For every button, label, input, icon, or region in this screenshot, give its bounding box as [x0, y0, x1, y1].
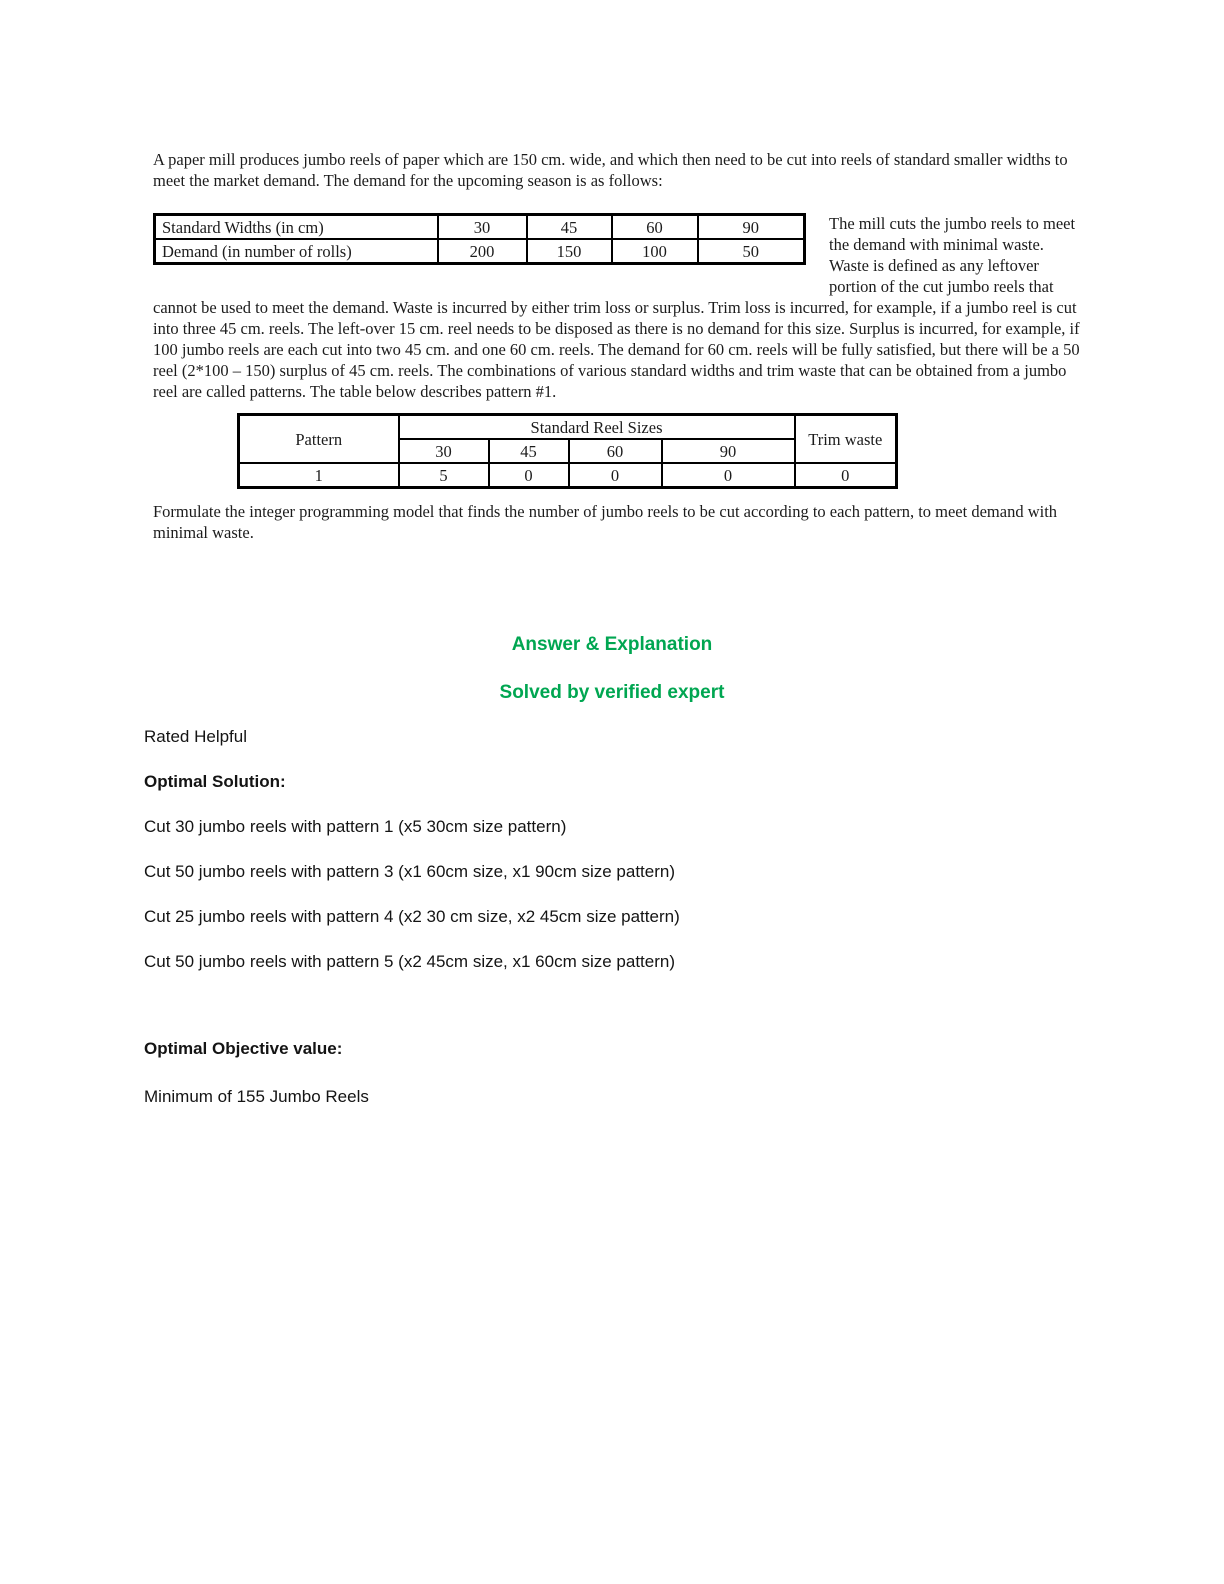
problem-task: Formulate the integer programming model that finds the number of jumbo reels to be cut according to each pattern, to meet demand with minimal waste.	[153, 502, 1058, 542]
pattern-number-cell: 1	[239, 463, 399, 488]
trim-waste-col-header: Trim waste	[795, 415, 897, 464]
solution-line-3: Cut 25 jumbo reels with pattern 4 (x2 30 cm size, x2 45cm size pattern)	[144, 907, 680, 926]
pattern-size-cell: 5	[399, 463, 489, 488]
rated-helpful-label: Rated Helpful	[144, 727, 248, 746]
pattern-table-header-row	[239, 415, 897, 440]
pattern-size-cell: 0	[569, 463, 662, 488]
demand-width-cell: 60	[612, 215, 698, 240]
answer-explanation-heading: Answer & Explanation	[511, 634, 713, 655]
pattern-size-cell: 0	[662, 463, 795, 488]
problem-body-text: The mill cuts the jumbo reels to meet the demand with minimal waste. Waste is defined as any leftover portion of the cut jumbo reels that cannot be used to meet the demand. Waste is incurred by either trim loss or surplus. Trim loss is incurred, for example, if a jumbo reel is cut into three 45 cm. reels. The left-over 15 cm. reel needs to be disposed as there is no demand for this size. Surplus is incurred, for example, if 100 jumbo reels are each cut into two 45 cm. and one 60 cm. reels. The demand for 60 cm. reels will be fully satisfied, but there will be a 50 reel (2*100 – 150) surplus of 45 cm. reels. The combinations of various standard widths and trim waste that can be obtained from a jumbo reel are called patterns. The table below describes pattern #1.	[153, 214, 1080, 401]
solution-line-4: Cut 50 jumbo reels with pattern 5 (x2 45cm size, x1 60cm size pattern)	[144, 952, 676, 971]
demand-width-cell: 90	[698, 215, 805, 240]
demand-rolls-cell: 200	[438, 239, 527, 264]
size-header-cell: 45	[489, 439, 569, 463]
demand-widths-label: Standard Widths (in cm)	[155, 215, 438, 240]
demand-rolls-cell: 50	[698, 239, 805, 264]
demand-table	[153, 213, 806, 265]
size-header-cell: 30	[399, 439, 489, 463]
problem-intro: A paper mill produces jumbo reels of paper which are 150 cm. wide, and which then need to be cut into reels of standard smaller widths to meet the market demand. The demand for the upcoming season is as follows:	[153, 150, 1068, 190]
demand-width-cell: 45	[527, 215, 612, 240]
pattern-table	[237, 413, 898, 489]
pattern-table-data-row	[239, 463, 897, 488]
demand-rolls-label: Demand (in number of rolls)	[155, 239, 438, 264]
answer-section	[0, 633, 1224, 1108]
solution-line-1: Cut 30 jumbo reels with pattern 1 (x5 30cm size pattern)	[144, 817, 567, 836]
reel-sizes-col-header: Standard Reel Sizes	[399, 415, 795, 440]
solved-by-expert-heading: Solved by verified expert	[499, 682, 725, 703]
size-header-cell: 90	[662, 439, 795, 463]
demand-rolls-cell: 100	[612, 239, 698, 264]
pattern-size-cell: 0	[489, 463, 569, 488]
demand-table-demand-row	[155, 239, 805, 264]
demand-block	[153, 213, 1083, 402]
optimal-solution-title: Optimal Solution:	[144, 772, 286, 791]
solution-line-2: Cut 50 jumbo reels with pattern 3 (x1 60cm size, x1 90cm size pattern)	[144, 862, 676, 881]
pattern-trim-cell: 0	[795, 463, 897, 488]
demand-table-widths-row	[155, 215, 805, 240]
demand-rolls-cell: 150	[527, 239, 612, 264]
optimal-objective-title: Optimal Objective value:	[144, 1039, 343, 1058]
size-header-cell: 60	[569, 439, 662, 463]
pattern-col-header: Pattern	[239, 415, 399, 464]
objective-value: Minimum of 155 Jumbo Reels	[144, 1087, 369, 1106]
problem-statement	[0, 149, 1224, 543]
demand-width-cell: 30	[438, 215, 527, 240]
